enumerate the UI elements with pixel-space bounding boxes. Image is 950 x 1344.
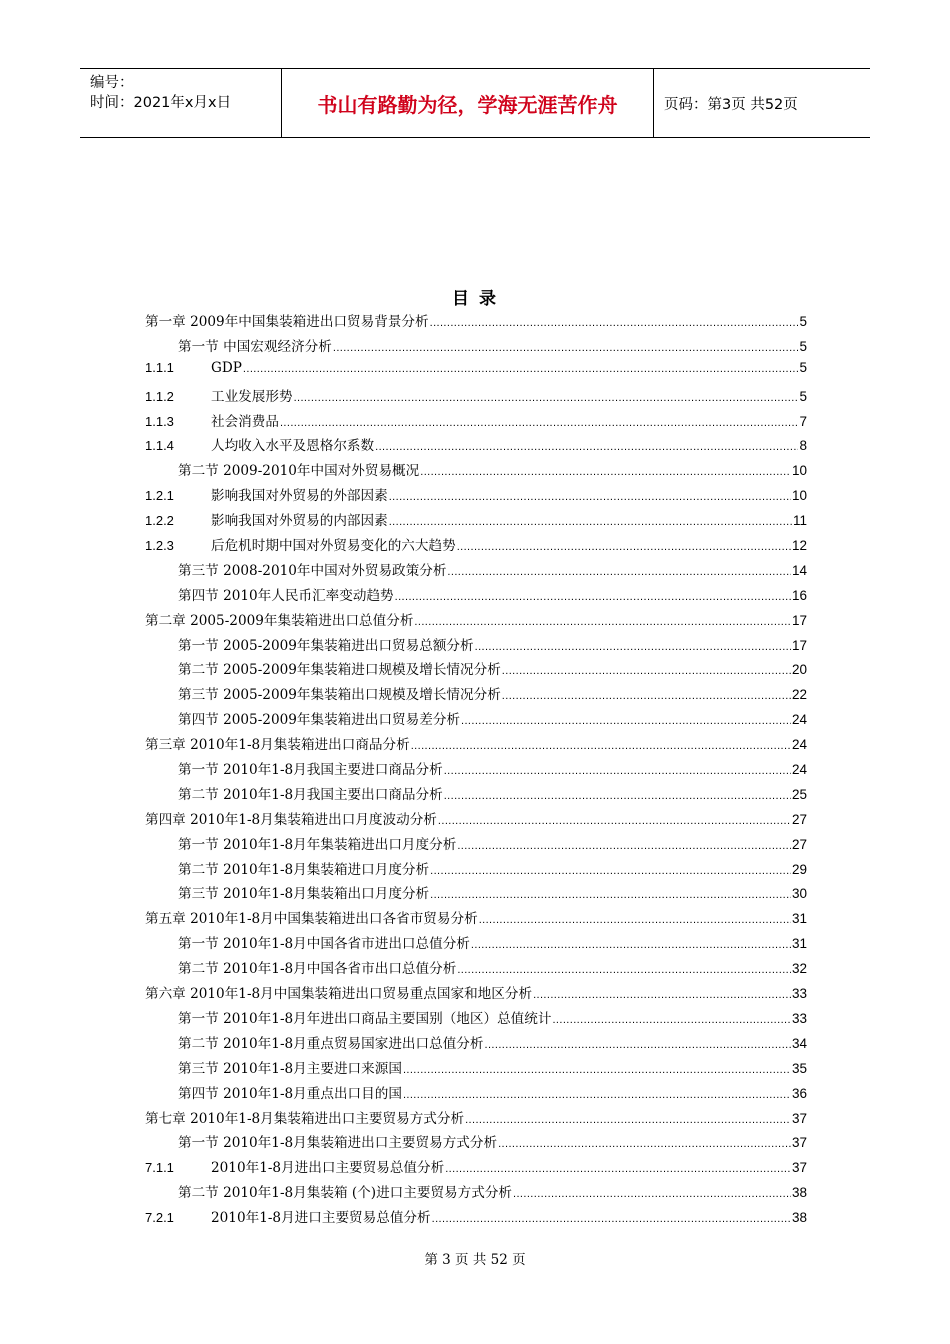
toc-leader-dots xyxy=(498,1138,791,1150)
toc-entry-title: 第二节 2010年1-8月集装箱 (个)进口主要贸易方式分析 xyxy=(178,1185,513,1202)
toc-entry-page: 38 xyxy=(791,1210,807,1226)
toc-entry-title: 影响我国对外贸易的外部因素 xyxy=(211,488,388,505)
toc-entry-page: 10 xyxy=(791,463,807,479)
toc-leader-dots xyxy=(533,989,791,1001)
toc-entry-page: 36 xyxy=(791,1085,807,1101)
toc-entry-title: 第五章 2010年1-8月中国集装箱进出口各省市贸易分析 xyxy=(145,911,478,928)
toc-entry[interactable] xyxy=(145,1206,807,1231)
toc-entry[interactable] xyxy=(145,758,807,783)
toc-leader-dots xyxy=(552,1014,791,1026)
toc-leader-dots xyxy=(485,1039,791,1051)
toc-entry[interactable] xyxy=(145,1057,807,1082)
toc-leader-dots xyxy=(430,317,799,329)
toc-entry-title: 第一节 2010年1-8月我国主要进口商品分析 xyxy=(178,762,443,779)
toc-entry[interactable] xyxy=(145,658,807,683)
toc-entry-title: 第六章 2010年1-8月中国集装箱进出口贸易重点国家和地区分析 xyxy=(145,986,533,1003)
toc-entry-page: 27 xyxy=(791,811,807,827)
toc-entry-title: 第四章 2010年1-8月集装箱进出口月度波动分析 xyxy=(145,811,437,828)
toc-leader-dots xyxy=(294,392,799,404)
toc-entry[interactable] xyxy=(145,584,807,609)
toc-entry-page: 24 xyxy=(791,762,807,778)
toc-entry-page: 35 xyxy=(791,1060,807,1076)
toc-leader-dots xyxy=(430,889,791,901)
toc-entry-title: 后危机时期中国对外贸易变化的六大趋势 xyxy=(211,538,456,555)
toc-entry[interactable] xyxy=(145,459,807,484)
toc-entry-title: 2010年1-8月进口主要贸易总值分析 xyxy=(211,1210,431,1227)
toc-leader-dots xyxy=(465,1114,791,1126)
toc-entry[interactable] xyxy=(145,1131,807,1156)
toc-entry-title: 第一节 中国宏观经济分析 xyxy=(178,338,332,355)
toc-entry-page: 16 xyxy=(791,587,807,603)
toc-entry[interactable] xyxy=(145,1032,807,1057)
toc-entry-page: 25 xyxy=(791,786,807,802)
toc-leader-dots xyxy=(280,417,799,429)
toc-entry-title: 第一节 2010年1-8月年集装箱进出口月度分析 xyxy=(178,836,457,853)
toc-entry-title: 第三节 2010年1-8月集装箱出口月度分析 xyxy=(178,886,430,903)
toc-leader-dots xyxy=(411,740,791,752)
toc-entry-page: 32 xyxy=(791,961,807,977)
toc-entry-title: 第七章 2010年1-8月集装箱进出口主要贸易方式分析 xyxy=(145,1110,465,1127)
toc-entry-title: 社会消费品 xyxy=(211,413,279,430)
toc-entry-page: 11 xyxy=(792,513,807,529)
toc-entry-page: 5 xyxy=(799,388,807,404)
toc-title: 目 录 xyxy=(452,289,498,309)
toc-entry[interactable] xyxy=(145,1107,807,1132)
toc-entry-title: 第二节 2010年1-8月集装箱进口月度分析 xyxy=(178,861,430,878)
toc-leader-dots xyxy=(457,541,791,553)
toc-entry-title: 第一节 2010年1-8月中国各省市进出口总值分析 xyxy=(178,936,470,953)
table-of-contents xyxy=(145,310,807,1231)
toc-entry-number: 1.2.2 xyxy=(145,513,174,529)
toc-entry-number: 1.1.2 xyxy=(145,388,174,404)
toc-entry[interactable] xyxy=(145,733,807,758)
toc-entry-title: 第二节 2009-2010年中国对外贸易概况 xyxy=(178,463,420,480)
toc-entry-title: 第一节 2010年1-8月年进出口商品主要国别（地区）总值统计 xyxy=(178,1010,552,1027)
toc-entry-title: 第四节 2010年1-8月重点出口目的国 xyxy=(178,1085,402,1102)
toc-entry[interactable] xyxy=(145,534,807,559)
toc-entry[interactable] xyxy=(145,1156,807,1181)
toc-entry-number: 1.1.4 xyxy=(145,438,174,454)
toc-entry-title: 第二节 2010年1-8月重点贸易国家进出口总值分析 xyxy=(178,1035,484,1052)
toc-entry-number: 1.2.1 xyxy=(145,488,174,504)
toc-entry-number: 7.2.1 xyxy=(145,1210,174,1226)
toc-leader-dots xyxy=(475,641,791,653)
header-meta xyxy=(80,69,282,137)
toc-entry-page: 31 xyxy=(791,936,807,952)
toc-entry-title: 影响我国对外贸易的内部因素 xyxy=(211,513,388,530)
toc-entry[interactable] xyxy=(145,410,807,435)
toc-entry[interactable] xyxy=(145,907,807,932)
toc-leader-dots xyxy=(447,566,791,578)
toc-leader-dots xyxy=(432,1213,791,1225)
toc-entry-title: 第三节 2008-2010年中国对外贸易政策分析 xyxy=(178,562,447,579)
toc-entry-title: 第一节 2005-2009年集装箱进出口贸易总额分析 xyxy=(178,637,474,654)
toc-entry[interactable] xyxy=(145,1181,807,1206)
toc-leader-dots xyxy=(502,665,791,677)
toc-leader-dots xyxy=(444,765,791,777)
toc-entry[interactable] xyxy=(145,1082,807,1107)
toc-entry-title: 第四节 2005-2009年集装箱进出口贸易差分析 xyxy=(178,712,461,729)
toc-entry-page: 33 xyxy=(791,986,807,1002)
toc-entry-page: 31 xyxy=(791,911,807,927)
toc-leader-dots xyxy=(445,1163,791,1175)
toc-leader-dots xyxy=(479,914,791,926)
toc-leader-dots xyxy=(444,790,791,802)
toc-entry[interactable] xyxy=(145,932,807,957)
toc-entry[interactable] xyxy=(145,609,807,634)
toc-entry[interactable] xyxy=(145,833,807,858)
toc-entry-page: 30 xyxy=(791,886,807,902)
date-label: 时间：2021年x月x日 xyxy=(90,95,232,111)
serial-label: 编号： xyxy=(90,75,134,91)
toc-entry-title: 第四节 2010年人民币汇率变动趋势 xyxy=(178,587,394,604)
toc-entry-page: 8 xyxy=(799,438,807,454)
toc-entry[interactable] xyxy=(145,385,807,410)
toc-entry[interactable] xyxy=(145,708,807,733)
toc-entry-page: 37 xyxy=(791,1110,807,1126)
toc-leader-dots xyxy=(457,964,791,976)
toc-entry-title: 第一章 2009年中国集装箱进出口贸易背景分析 xyxy=(145,314,429,330)
toc-entry-page: 22 xyxy=(791,687,807,703)
toc-leader-dots xyxy=(457,840,791,852)
toc-leader-dots xyxy=(243,363,799,375)
toc-leader-dots xyxy=(471,939,791,951)
toc-entry-page: 24 xyxy=(791,737,807,753)
toc-entry-page: 29 xyxy=(791,861,807,877)
toc-entry[interactable] xyxy=(145,858,807,883)
toc-entry[interactable] xyxy=(145,509,807,534)
toc-entry-page: 12 xyxy=(791,538,807,554)
toc-entry-page: 5 xyxy=(799,314,807,329)
toc-entry-title: 第三节 2010年1-8月主要进口来源国 xyxy=(178,1060,402,1077)
toc-entry-page: 24 xyxy=(791,712,807,728)
toc-entry[interactable] xyxy=(145,559,807,584)
toc-entry-title: 第三节 2005-2009年集装箱出口规模及增长情况分析 xyxy=(178,687,501,704)
toc-entry-page: 37 xyxy=(791,1135,807,1151)
toc-leader-dots xyxy=(403,1089,791,1101)
toc-entry-page: 5 xyxy=(799,338,807,354)
toc-leader-dots xyxy=(389,491,791,503)
toc-leader-dots xyxy=(438,815,791,827)
toc-entry-title: 第一节 2010年1-8月集装箱进出口主要贸易方式分析 xyxy=(178,1135,498,1152)
toc-entry[interactable] xyxy=(145,1007,807,1032)
toc-entry-title: 第二节 2010年1-8月中国各省市出口总值分析 xyxy=(178,961,457,978)
page-header xyxy=(80,68,870,138)
toc-entry[interactable] xyxy=(145,634,807,659)
toc-entry[interactable] xyxy=(145,783,807,808)
toc-entry[interactable] xyxy=(145,335,807,360)
toc-entry-number: 7.1.1 xyxy=(145,1160,174,1176)
toc-leader-dots xyxy=(513,1188,791,1200)
toc-entry[interactable] xyxy=(145,982,807,1007)
page-footer: 第 3 页 共 52 页 xyxy=(424,1252,526,1268)
toc-entry-title: 第二节 2005-2009年集装箱进口规模及增长情况分析 xyxy=(178,662,501,679)
toc-entry[interactable] xyxy=(145,808,807,833)
toc-entry[interactable] xyxy=(145,683,807,708)
toc-entry-page: 34 xyxy=(791,1035,807,1051)
toc-entry-number: 1.1.1 xyxy=(145,359,174,375)
toc-entry-page: 33 xyxy=(791,1010,807,1026)
toc-entry-title: 人均收入水平及恩格尔系数 xyxy=(211,438,375,455)
header-page-info: 页码：第3页 共52页 xyxy=(664,96,798,113)
toc-entry-page: 27 xyxy=(791,836,807,852)
toc-entry-title: 第三章 2010年1-8月集装箱进出口商品分析 xyxy=(145,737,410,754)
toc-leader-dots xyxy=(414,616,791,628)
toc-entry-title: GDP xyxy=(211,359,242,376)
toc-entry-title: 第二节 2010年1-8月我国主要出口商品分析 xyxy=(178,786,443,803)
toc-entry-page: 20 xyxy=(791,662,807,678)
toc-entry-number: 1.1.3 xyxy=(145,413,174,429)
toc-leader-dots xyxy=(430,865,791,877)
toc-entry-page: 17 xyxy=(791,637,807,653)
toc-leader-dots xyxy=(461,715,791,727)
toc-entry-page: 38 xyxy=(791,1185,807,1201)
toc-leader-dots xyxy=(389,516,792,528)
toc-entry-page: 7 xyxy=(799,413,807,429)
toc-leader-dots xyxy=(502,690,791,702)
toc-leader-dots xyxy=(403,1064,791,1076)
toc-entry-title: 第二章 2005-2009年集装箱进出口总值分析 xyxy=(145,612,414,629)
toc-entry[interactable] xyxy=(145,484,807,509)
toc-entry-title: 2010年1-8月进出口主要贸易总值分析 xyxy=(211,1160,445,1177)
toc-entry-page: 5 xyxy=(799,359,807,375)
toc-entry[interactable] xyxy=(145,434,807,459)
toc-entry-title: 工业发展形势 xyxy=(211,388,293,405)
toc-entry-page: 10 xyxy=(791,488,807,504)
toc-leader-dots xyxy=(375,441,798,453)
toc-entry-number: 1.2.3 xyxy=(145,538,174,554)
toc-entry[interactable] xyxy=(145,310,807,335)
toc-entry[interactable] xyxy=(145,957,807,982)
header-motto: 书山有路勤为径，学海无涯苦作舟 xyxy=(282,69,654,137)
toc-entry[interactable] xyxy=(145,360,807,385)
toc-entry-page: 17 xyxy=(791,612,807,628)
toc-entry-page: 37 xyxy=(791,1160,807,1176)
toc-leader-dots xyxy=(420,466,791,478)
toc-entry-page: 14 xyxy=(791,562,807,578)
toc-leader-dots xyxy=(395,591,791,603)
toc-leader-dots xyxy=(333,342,799,354)
toc-entry[interactable] xyxy=(145,882,807,907)
